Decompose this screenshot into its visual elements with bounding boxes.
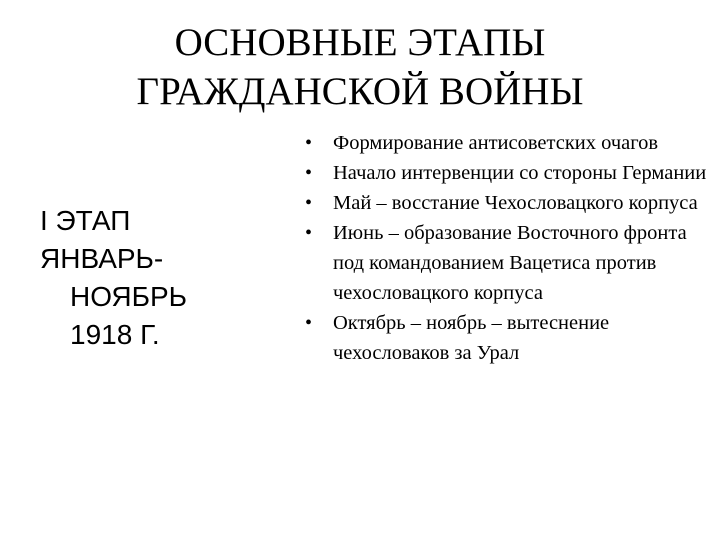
event-text: Июнь – образование Восточного фронта под командованием Вацетиса против чехословацкого корпуса	[333, 222, 687, 304]
slide-title	[0, 18, 720, 116]
stage-period-line-3: 1918 Г.	[70, 319, 160, 350]
list-item	[303, 158, 708, 188]
event-text: Формирование антисоветских очагов	[333, 132, 659, 154]
list-item	[303, 128, 708, 158]
bullet-icon: •	[305, 132, 313, 154]
event-text: Май – восстание Чехословацкого корпуса	[333, 192, 698, 214]
list-item	[303, 188, 708, 218]
stage-label: I ЭТАП	[40, 205, 131, 236]
title-line-1: ОСНОВНЫЕ ЭТАПЫ	[174, 21, 546, 64]
bullet-icon: •	[305, 192, 313, 214]
bullet-icon: •	[305, 222, 313, 244]
stage-period-line-1: ЯНВАРЬ-	[40, 243, 164, 274]
event-text: Начало интервенции со стороны Германии	[333, 162, 707, 184]
bullet-icon: •	[305, 312, 313, 334]
events-list	[303, 128, 708, 368]
list-item	[303, 308, 708, 368]
bullet-icon: •	[305, 162, 313, 184]
event-text: Октябрь – ноябрь – вытеснение чехословаков за Урал	[333, 312, 610, 364]
title-line-2: ГРАЖДАНСКОЙ ВОЙНЫ	[136, 70, 584, 113]
list-item	[303, 218, 708, 308]
stage-info	[40, 202, 270, 354]
stage-period-line-2: НОЯБРЬ	[70, 281, 188, 312]
